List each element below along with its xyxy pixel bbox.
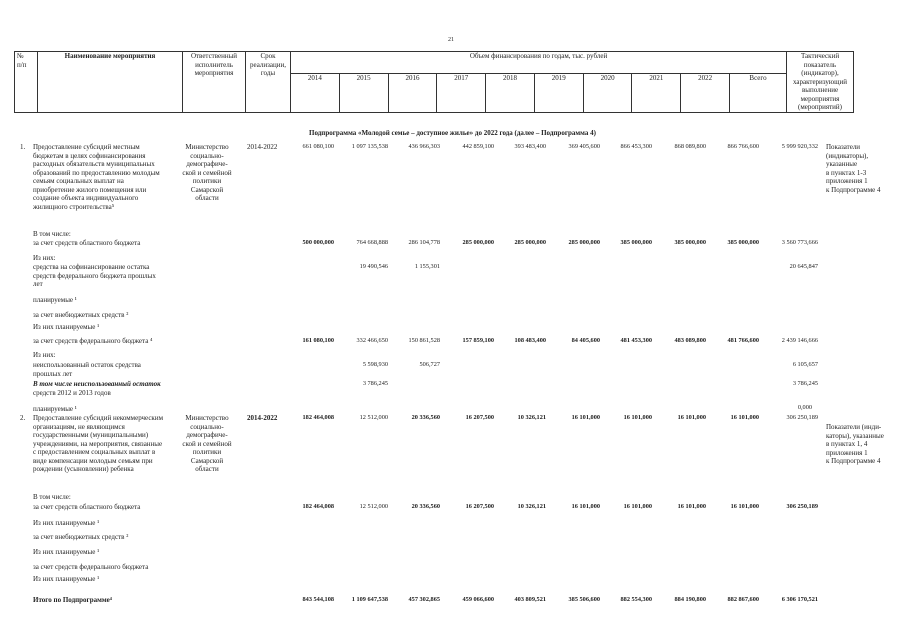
year-header: 2017 xyxy=(437,73,486,112)
unused-balance-label: неиспользованный остаток средства прошлых лет xyxy=(33,361,141,378)
col-resp-header: Ответственный исполнитель мероприятия xyxy=(183,52,246,113)
extra-budget-label: за счет внебюджетных средств ² xyxy=(33,311,129,319)
page-number: 21 xyxy=(448,37,454,43)
regional-budget-label: за счет средств областного бюджета xyxy=(33,239,141,247)
responsible-executor: Министерство социально- демографиче- ской и семейной политики Самарской области xyxy=(182,414,232,473)
year-header: 2022 xyxy=(681,73,730,112)
federal-budget-label: за счет средств федерального бюджета ⁴ xyxy=(33,337,153,345)
year-header: 2018 xyxy=(486,73,535,112)
col-indicator-header: Тактический показатель (индикатор), характеризующий выполнение мероприятия (мероприятий) xyxy=(787,52,854,113)
incl-label: В том числе: xyxy=(33,230,71,238)
cofinancing-label: средства на софинансирование остатка средств федерального бюджета прошлых лет xyxy=(33,263,156,288)
incl-unused-label: В том числе неиспользованный остаток средств 2012 и 2013 годов xyxy=(33,380,161,397)
regional-budget-label: за счет средств областного бюджета xyxy=(33,503,141,511)
extra-budget-label: за счет внебюджетных средств ² xyxy=(33,533,129,541)
col-volume-header: Объем финансирования по годам, тыс. рублей xyxy=(291,52,787,74)
indicator-text: Показатели (индикаторы), указанные в пунктах 1-3 приложения 1 к Подпрограмме 4 xyxy=(826,143,881,194)
year-header: 2015 xyxy=(339,73,388,112)
table-header xyxy=(14,51,854,113)
of-them-label: Из них: xyxy=(33,254,56,262)
row-number: 2. xyxy=(20,414,26,422)
planned-label: планируемые ¹ xyxy=(33,405,77,413)
term: 2014-2022 xyxy=(247,414,278,422)
planned-label: Из них планируемые ¹ xyxy=(33,575,100,583)
year-header: Всего xyxy=(730,73,787,112)
incl-label: В том числе: xyxy=(33,493,71,501)
planned-label: Из них планируемые ¹ xyxy=(33,323,100,331)
year-header: 2020 xyxy=(583,73,632,112)
activity-name: Предоставление субсидий некоммерческим организациям, не являющимся государственными (муниципальными) учреждениями, на мероприятия, связанные с предоставлением социальных выплат в виде компенсации молодым семьям при рождении (усыновлении) ребенка xyxy=(33,414,164,473)
col-term-header: Срок реализации, годы xyxy=(246,52,291,113)
col-name-header: Наименование мероприятия xyxy=(38,52,183,113)
planned-value: 0,000 xyxy=(797,404,812,411)
row-number: 1. xyxy=(20,143,26,151)
term: 2014-2022 xyxy=(247,143,278,151)
subprogram-title: Подпрограмма «Молодой семье – доступное жилье» до 2022 года (далее – Подпрограмма 4) xyxy=(309,129,596,137)
of-them-label: Из них: xyxy=(33,351,56,359)
indicator-text: Показатели (инди- каторы), указанные в пунктах 1, 4 приложения 1 к Подпрограмме 4 xyxy=(826,423,884,465)
planned-label: Из них планируемые ¹ xyxy=(33,519,100,527)
col-num-header: № п/п xyxy=(15,52,38,113)
planned-label: планируемые ¹ xyxy=(33,296,77,304)
planned-label: Из них планируемые ¹ xyxy=(33,548,100,556)
total-label: Итого по Подпрограмме⁴ xyxy=(33,596,112,604)
activity-name: Предоставление субсидий местным бюджетам в целях софинансирования расходных обязательств муниципальных образований по предоставлению молодым семьям социальных выплат на приобретение жилого помещения или создание объекта индивидуального жилищного строительства⁵ xyxy=(33,143,160,211)
responsible-executor: Министерство социально- демографиче- ской и семейной политики Самарской области xyxy=(182,143,232,202)
year-header: 2019 xyxy=(534,73,583,112)
year-header: 2021 xyxy=(632,73,681,112)
year-header: 2016 xyxy=(388,73,437,112)
federal-budget-label: за счет средств федерального бюджета xyxy=(33,563,149,571)
year-header: 2014 xyxy=(291,73,340,112)
